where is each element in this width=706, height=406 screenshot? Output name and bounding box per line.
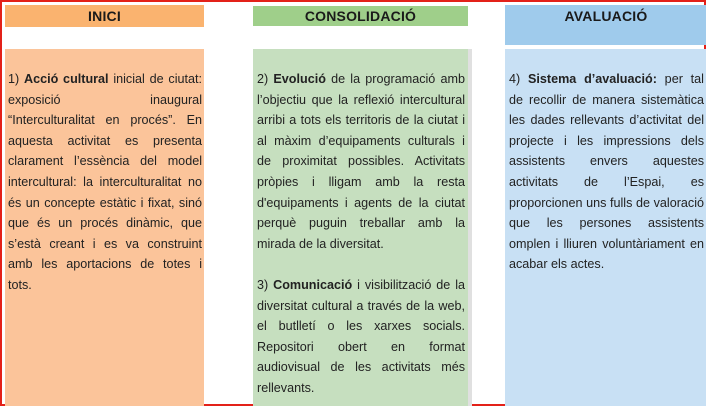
panel-avaluacio [505, 49, 706, 406]
item-text: inicial de ciutat: exposició inaugural “Interculturalitat en procés”. En aquesta activitat es presenta clarament l’essència del model intercultural: la interculturalitat no és un concepte estàtic i fixat, sinó que és un procés dinàmic, que s’està creant i es va construint amb les aportacions de totes i tots. [8, 72, 202, 292]
item-number: 2) [257, 72, 274, 86]
header-avaluacio-label: AVALUACIÓ [564, 8, 648, 24]
panel-shadow [468, 49, 472, 406]
item-number: 3) [257, 277, 274, 292]
item-accio-cultural [8, 69, 202, 296]
header-inici [5, 5, 204, 27]
item-number: 1) [8, 72, 24, 86]
item-text: i visibilització de la diversitat cultural a través de la web, el butlletí o les xarxes socials. Repositori obert en format audiovisual de les activitats més rellevants. [257, 277, 465, 395]
panel-inici [5, 49, 204, 406]
item-title: Acció cultural [23, 72, 109, 86]
item-sistema-avaluacio [509, 69, 704, 275]
item-evolucio [257, 69, 465, 254]
item-title: Evolució [273, 72, 326, 86]
item-text: de la programació amb l’objectiu que la reflexió intercultural arribi a tots els territoris de la ciutat i al màxim d’equipaments culturals i de proximitat possibles. Activitats pròpies i lligam amb la resta d'equipaments i agents de la ciutat perquè puguin treballar amb la mirada de la diversitat. [257, 72, 465, 251]
item-text: per tal de recollir de manera sistemàtica les dades rellevants d’activitat del projecte i les impressions dels assistents envers aquestes activitats de l’Espai, es proporcionen uns fulls de valoració que les persones assistents omplen i lliuren voluntàriament en acabar els actes. [509, 72, 704, 272]
header-consolidacio-label: CONSOLIDACIÓ [304, 8, 417, 24]
item-title: Comunicació [273, 277, 353, 292]
item-title: Sistema d’avaluació: [528, 72, 657, 86]
header-avaluacio [505, 5, 706, 45]
item-number: 4) [509, 72, 528, 86]
header-inici-label: INICI [88, 8, 121, 24]
panel-consolidacio [253, 49, 468, 406]
paragraph-gap [257, 254, 465, 275]
header-consolidacio [253, 6, 468, 26]
item-comunicacio [257, 275, 465, 399]
